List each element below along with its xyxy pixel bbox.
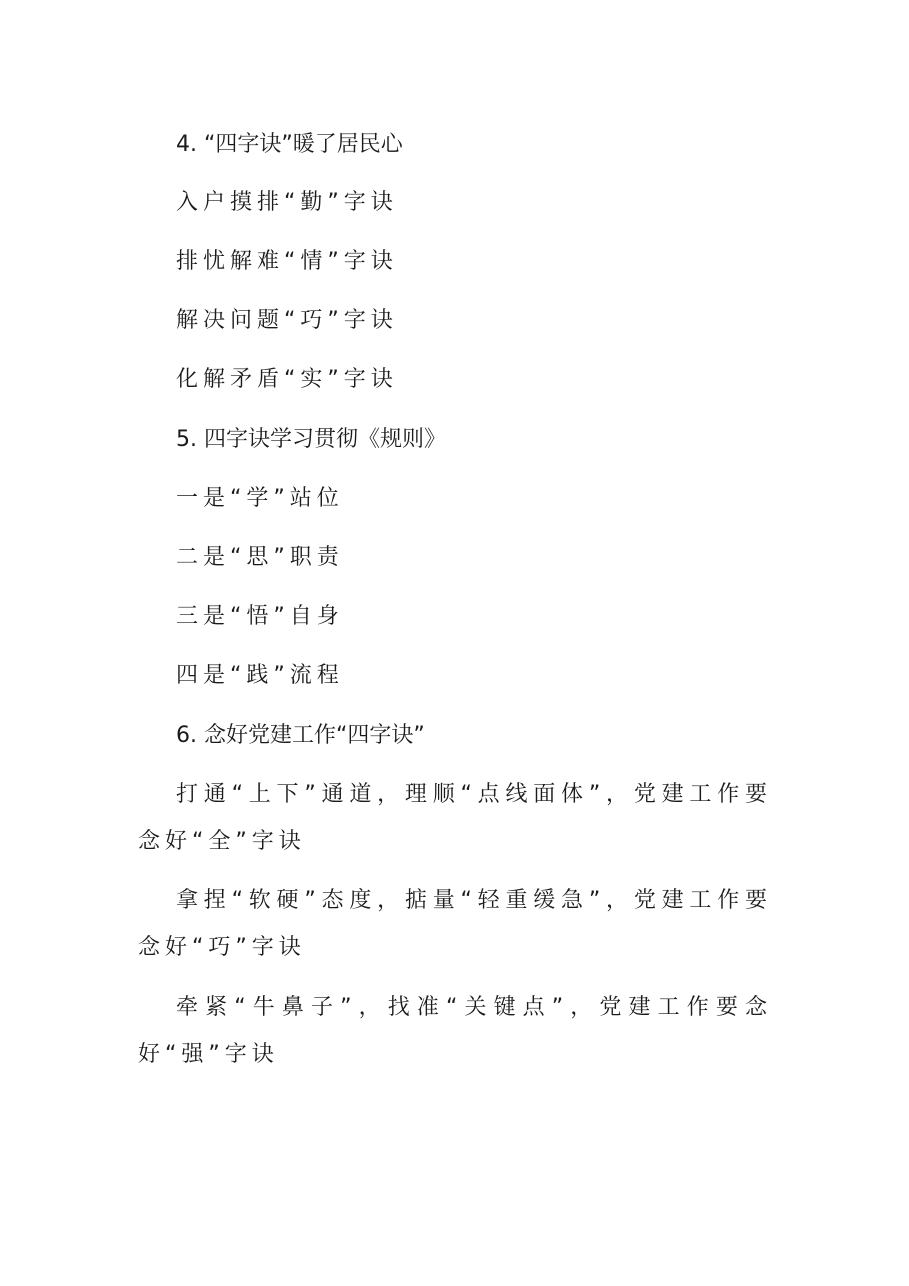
section-heading-4: 4. “四字诀”暖了居民心 [176,132,403,157]
list-item: 排忧解难“情”字诀 [176,249,398,274]
list-item: 入户摸排“勤”字诀 [176,190,398,215]
list-item: 四是“践”流程 [176,663,344,688]
list-item: 解决问题“巧”字诀 [176,308,398,333]
list-item: 二是“思”职责 [176,545,344,570]
list-item: 三是“悟”自身 [176,604,344,629]
section-heading-5: 5. 四字诀学习贯彻《规则》 [176,427,446,452]
paragraph: 拿捏“软硬”态度，掂量“轻重缓急”，党建工作要念好“巧”字诀 [138,888,772,960]
list-item: 化解矛盾“实”字诀 [176,367,398,392]
section-heading-6: 6. 念好党建工作“四字诀” [176,723,425,748]
paragraph: 牵紧“牛鼻子”，找准“关键点”，党建工作要念好“强”字诀 [138,995,772,1067]
paragraph: 打通“上下”通道，理顺“点线面体”，党建工作要念好“全”字诀 [138,782,772,854]
list-item: 一是“学”站位 [176,486,344,511]
